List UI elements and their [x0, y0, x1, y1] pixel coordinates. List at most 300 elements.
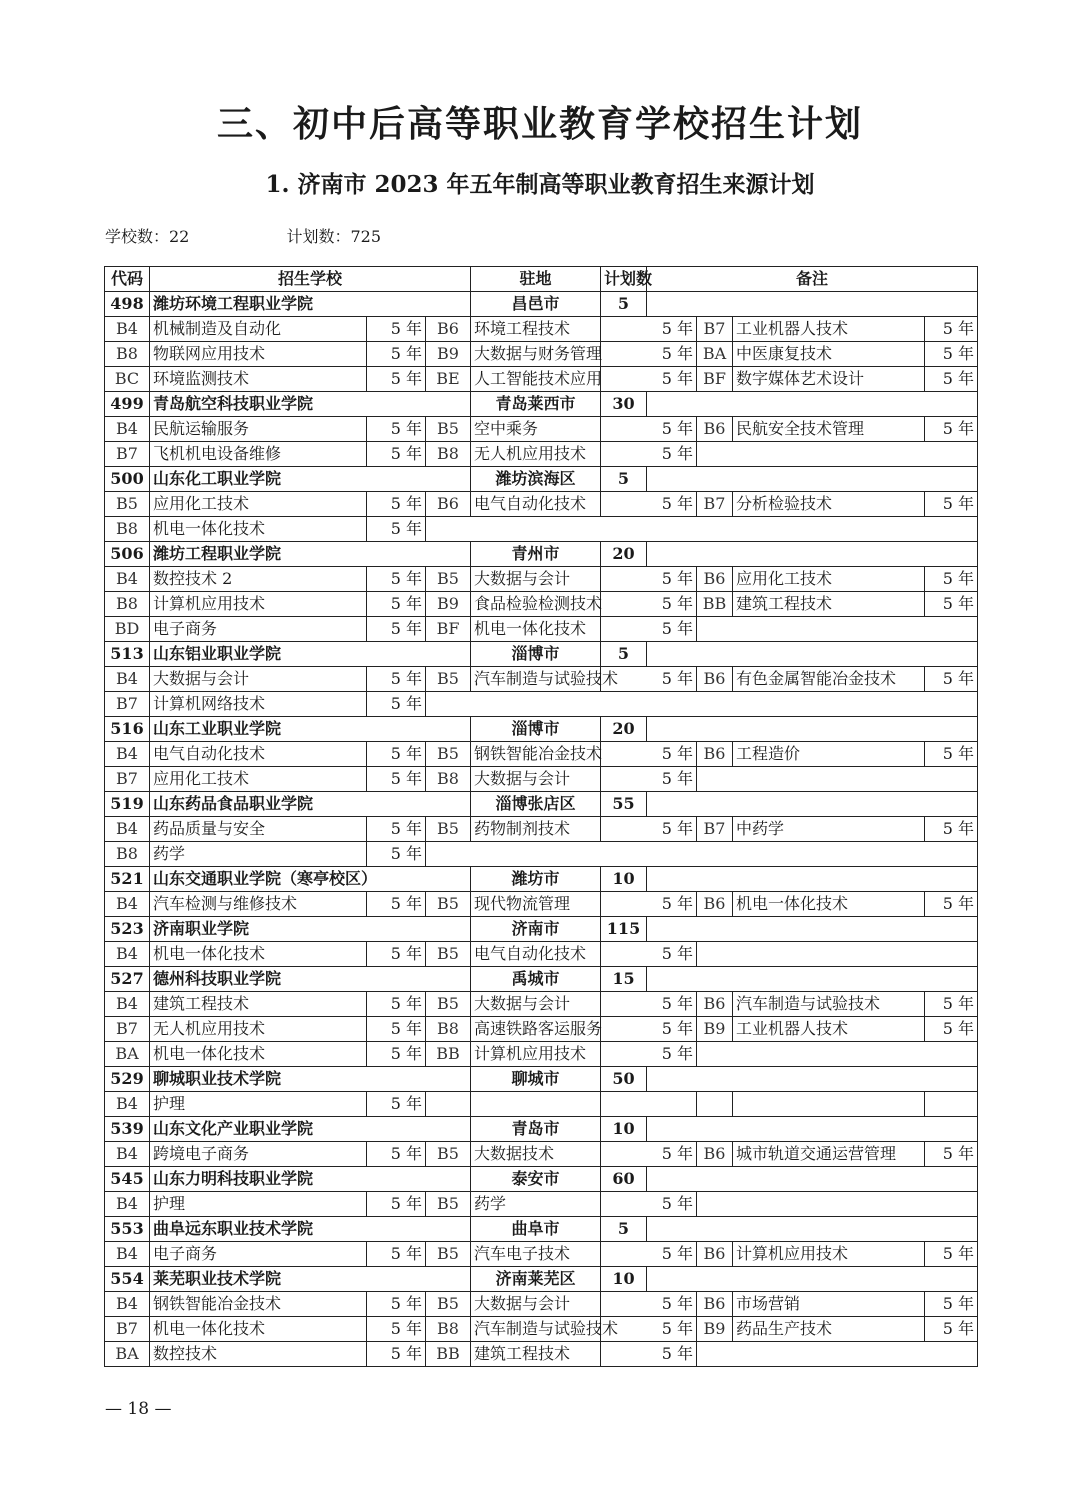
school-name: 曲阜远东职业技术学院: [150, 1217, 471, 1242]
school-count: 学校数：22: [105, 227, 190, 246]
major-name: 城市轨道交通运营管理: [733, 1142, 925, 1167]
major-name: 药学: [150, 842, 367, 867]
major-duration: 5 年: [601, 417, 697, 442]
school-row: [105, 392, 978, 417]
major-name: 机电一体化技术: [150, 942, 367, 967]
empty-cell: [426, 692, 978, 717]
major-code: B8: [426, 1017, 471, 1042]
major-code: B5: [426, 417, 471, 442]
major-row: [105, 567, 978, 592]
major-duration: 5 年: [925, 567, 978, 592]
major-code: B4: [105, 992, 150, 1017]
major-duration: 5 年: [601, 317, 697, 342]
school-notes: [647, 1167, 978, 1192]
major-row: [105, 492, 978, 517]
major-duration: 5 年: [601, 1042, 697, 1067]
major-duration: 5 年: [367, 817, 426, 842]
school-location: 青岛市: [471, 1117, 601, 1142]
major-code: B6: [697, 892, 733, 917]
major-name: 环境监测技术: [150, 367, 367, 392]
major-row: [105, 442, 978, 467]
school-code: 529: [105, 1067, 150, 1092]
school-notes: [647, 392, 978, 417]
major-name: 电气自动化技术: [150, 742, 367, 767]
major-row: [105, 992, 978, 1017]
major-name: 建筑工程技术: [471, 1342, 601, 1367]
major-duration: 5 年: [367, 692, 426, 717]
page-title: 三、初中后高等职业教育学校招生计划: [216, 103, 863, 145]
major-duration: 5 年: [367, 342, 426, 367]
major-row: [105, 592, 978, 617]
school-name: 德州科技职业学院: [150, 967, 471, 992]
school-code: 523: [105, 917, 150, 942]
major-duration: 5 年: [601, 742, 697, 767]
major-duration: 5 年: [925, 1017, 978, 1042]
major-duration: 5 年: [925, 342, 978, 367]
major-code: B6: [697, 1242, 733, 1267]
major-code: B6: [697, 567, 733, 592]
major-code: BC: [105, 367, 150, 392]
major-duration: 5 年: [925, 817, 978, 842]
major-code: B8: [105, 842, 150, 867]
major-code: B7: [105, 442, 150, 467]
major-name: 电气自动化技术: [471, 492, 601, 517]
major-name: 机电一体化技术: [150, 1317, 367, 1342]
page-number: — 18 —: [105, 1399, 172, 1419]
major-duration: 5 年: [601, 342, 697, 367]
major-duration: 5 年: [601, 817, 697, 842]
major-duration: 5 年: [925, 1317, 978, 1342]
major-duration: 5 年: [925, 742, 978, 767]
school-name: 青岛航空科技职业学院: [150, 392, 471, 417]
header-location: 驻地: [471, 267, 601, 292]
major-code: B8: [426, 442, 471, 467]
school-row: [105, 917, 978, 942]
major-duration: 5 年: [601, 1242, 697, 1267]
major-name: 护理: [150, 1092, 367, 1117]
enrollment-table: [104, 266, 978, 1367]
major-name: 环境工程技术: [471, 317, 601, 342]
school-name: 山东铝业职业学院: [150, 642, 471, 667]
school-row: [105, 467, 978, 492]
major-duration: 5 年: [601, 592, 697, 617]
school-location: 淄博市: [471, 642, 601, 667]
major-duration: 5 年: [367, 1042, 426, 1067]
major-duration: 5 年: [367, 942, 426, 967]
school-location: 曲阜市: [471, 1217, 601, 1242]
major-row: [105, 1142, 978, 1167]
major-name: 应用化工技术: [733, 567, 925, 592]
empty-cell: [697, 1192, 978, 1217]
table-header: [105, 267, 978, 292]
major-name: 汽车制造与试验技术: [471, 667, 601, 692]
major-name: 建筑工程技术: [150, 992, 367, 1017]
major-row: [105, 1042, 978, 1067]
school-plan: 5: [601, 642, 647, 667]
major-code: B6: [697, 1142, 733, 1167]
major-name: [733, 1092, 925, 1117]
major-code: B6: [426, 317, 471, 342]
major-code: B5: [426, 567, 471, 592]
school-location: 淄博市: [471, 717, 601, 742]
school-row: [105, 967, 978, 992]
major-name: 空中乘务: [471, 417, 601, 442]
major-name: 电气自动化技术: [471, 942, 601, 967]
school-notes: [647, 642, 978, 667]
major-row: [105, 517, 978, 542]
major-name: 大数据与财务管理: [471, 342, 601, 367]
major-duration: 5 年: [367, 842, 426, 867]
major-row: [105, 1342, 978, 1367]
empty-cell: [697, 1042, 978, 1067]
school-code: 499: [105, 392, 150, 417]
major-name: 汽车制造与试验技术: [733, 992, 925, 1017]
major-name: 飞机机电设备维修: [150, 442, 367, 467]
major-duration: 5 年: [925, 1292, 978, 1317]
school-location: 青岛莱西市: [471, 392, 601, 417]
major-name: 计算机应用技术: [733, 1242, 925, 1267]
major-name: 电子商务: [150, 1242, 367, 1267]
plan-count: 计划数：725: [286, 227, 382, 246]
school-name: 山东工业职业学院: [150, 717, 471, 742]
major-code: B6: [697, 1292, 733, 1317]
major-duration: 5 年: [925, 367, 978, 392]
major-duration: 5 年: [925, 892, 978, 917]
major-row: [105, 692, 978, 717]
major-code: B5: [426, 817, 471, 842]
school-row: [105, 792, 978, 817]
major-code: B9: [697, 1017, 733, 1042]
school-plan: 5: [601, 1217, 647, 1242]
major-duration: 5 年: [601, 942, 697, 967]
major-name: 物联网应用技术: [150, 342, 367, 367]
major-code: B5: [426, 1242, 471, 1267]
major-row: [105, 617, 978, 642]
major-code: B4: [105, 1092, 150, 1117]
school-code: 521: [105, 867, 150, 892]
major-duration: 5 年: [367, 517, 426, 542]
school-plan: 20: [601, 717, 647, 742]
major-duration: 5 年: [601, 617, 697, 642]
school-plan: 10: [601, 1267, 647, 1292]
major-row: [105, 417, 978, 442]
school-location: 潍坊滨海区: [471, 467, 601, 492]
major-code: BF: [426, 617, 471, 642]
school-code: 519: [105, 792, 150, 817]
school-notes: [647, 467, 978, 492]
major-code: B7: [105, 1317, 150, 1342]
school-location: 禹城市: [471, 967, 601, 992]
major-row: [105, 317, 978, 342]
major-code: B8: [105, 342, 150, 367]
major-name: 汽车制造与试验技术: [471, 1317, 601, 1342]
school-name: 济南职业学院: [150, 917, 471, 942]
major-code: B4: [105, 667, 150, 692]
school-code: 516: [105, 717, 150, 742]
major-row: [105, 342, 978, 367]
major-code: B7: [697, 317, 733, 342]
major-name: 应用化工技术: [150, 767, 367, 792]
major-name: 机械制造及自动化: [150, 317, 367, 342]
school-code: 553: [105, 1217, 150, 1242]
major-duration: [925, 1092, 978, 1117]
major-row: [105, 842, 978, 867]
school-notes: [647, 1067, 978, 1092]
major-code: B5: [426, 942, 471, 967]
major-duration: 5 年: [367, 417, 426, 442]
school-location: 青州市: [471, 542, 601, 567]
major-name: 汽车电子技术: [471, 1242, 601, 1267]
major-duration: 5 年: [367, 1192, 426, 1217]
major-code: B7: [697, 817, 733, 842]
major-name: 工业机器人技术: [733, 317, 925, 342]
major-row: [105, 892, 978, 917]
major-name: 电子商务: [150, 617, 367, 642]
major-name: 现代物流管理: [471, 892, 601, 917]
major-row: [105, 742, 978, 767]
major-name: 数控技术 2: [150, 567, 367, 592]
major-name: 民航运输服务: [150, 417, 367, 442]
major-code: B8: [105, 517, 150, 542]
school-name: 莱芜职业技术学院: [150, 1267, 471, 1292]
major-name: 工业机器人技术: [733, 1017, 925, 1042]
school-name: 聊城职业技术学院: [150, 1067, 471, 1092]
school-plan: 5: [601, 467, 647, 492]
major-row: [105, 1292, 978, 1317]
major-code: [426, 1092, 471, 1117]
school-plan: 10: [601, 867, 647, 892]
major-duration: 5 年: [367, 767, 426, 792]
major-duration: 5 年: [367, 1142, 426, 1167]
major-duration: 5 年: [601, 992, 697, 1017]
major-code: B4: [105, 742, 150, 767]
major-name: 大数据与会计: [471, 767, 601, 792]
major-name: [471, 1092, 601, 1117]
major-name: 大数据技术: [471, 1142, 601, 1167]
major-duration: 5 年: [601, 492, 697, 517]
major-name: 人工智能技术应用: [471, 367, 601, 392]
major-duration: 5 年: [601, 367, 697, 392]
major-name: 汽车检测与维修技术: [150, 892, 367, 917]
major-name: 钢铁智能冶金技术: [150, 1292, 367, 1317]
major-duration: 5 年: [367, 892, 426, 917]
major-code: B9: [426, 342, 471, 367]
major-duration: 5 年: [367, 1317, 426, 1342]
major-duration: 5 年: [601, 667, 697, 692]
empty-cell: [697, 442, 978, 467]
major-duration: 5 年: [367, 742, 426, 767]
major-duration: 5 年: [367, 367, 426, 392]
major-duration: 5 年: [601, 892, 697, 917]
major-duration: 5 年: [601, 1292, 697, 1317]
major-row: [105, 767, 978, 792]
major-duration: 5 年: [367, 617, 426, 642]
major-row: [105, 1317, 978, 1342]
major-duration: 5 年: [925, 417, 978, 442]
major-duration: 5 年: [367, 667, 426, 692]
major-name: 跨境电子商务: [150, 1142, 367, 1167]
major-name: 计算机应用技术: [471, 1042, 601, 1067]
major-code: B5: [426, 992, 471, 1017]
major-code: [697, 1092, 733, 1117]
school-plan: 5: [601, 292, 647, 317]
major-duration: 5 年: [367, 567, 426, 592]
major-code: B9: [426, 592, 471, 617]
school-name: 山东文化产业职业学院: [150, 1117, 471, 1142]
major-duration: 5 年: [601, 1192, 697, 1217]
school-row: [105, 1117, 978, 1142]
major-name: 钢铁智能冶金技术: [471, 742, 601, 767]
major-duration: 5 年: [367, 992, 426, 1017]
major-code: BF: [697, 367, 733, 392]
major-row: [105, 1017, 978, 1042]
school-code: 506: [105, 542, 150, 567]
major-name: 护理: [150, 1192, 367, 1217]
header-notes: 备注: [647, 267, 978, 292]
major-duration: 5 年: [601, 1342, 697, 1367]
major-duration: 5 年: [367, 1017, 426, 1042]
school-name: 山东力明科技职业学院: [150, 1167, 471, 1192]
school-code: 527: [105, 967, 150, 992]
major-duration: 5 年: [925, 1142, 978, 1167]
major-duration: 5 年: [601, 567, 697, 592]
school-row: [105, 1267, 978, 1292]
school-row: [105, 542, 978, 567]
school-name: 山东药品食品职业学院: [150, 792, 471, 817]
school-location: 济南市: [471, 917, 601, 942]
school-notes: [647, 292, 978, 317]
empty-cell: [697, 942, 978, 967]
major-duration: 5 年: [925, 317, 978, 342]
major-duration: 5 年: [925, 592, 978, 617]
major-name: 有色金属智能冶金技术: [733, 667, 925, 692]
empty-cell: [697, 767, 978, 792]
major-name: 大数据与会计: [471, 1292, 601, 1317]
major-code: BB: [426, 1042, 471, 1067]
major-row: [105, 942, 978, 967]
major-name: 无人机应用技术: [150, 1017, 367, 1042]
school-notes: [647, 867, 978, 892]
school-name: 山东交通职业学院（寒亭校区）: [150, 867, 471, 892]
major-code: B4: [105, 1192, 150, 1217]
major-name: 分析检验技术: [733, 492, 925, 517]
stats-line: [105, 224, 381, 247]
school-notes: [647, 917, 978, 942]
major-name: 数控技术: [150, 1342, 367, 1367]
major-code: B7: [105, 767, 150, 792]
major-duration: 5 年: [925, 1242, 978, 1267]
school-code: 554: [105, 1267, 150, 1292]
major-name: 工程造价: [733, 742, 925, 767]
school-row: [105, 867, 978, 892]
major-name: 大数据与会计: [471, 992, 601, 1017]
major-code: B4: [105, 1242, 150, 1267]
major-duration: 5 年: [601, 767, 697, 792]
major-code: B7: [105, 692, 150, 717]
school-notes: [647, 967, 978, 992]
school-code: 539: [105, 1117, 150, 1142]
major-row: [105, 1192, 978, 1217]
major-name: 药物制剂技术: [471, 817, 601, 842]
major-duration: 5 年: [367, 492, 426, 517]
major-code: B5: [426, 667, 471, 692]
major-duration: 5 年: [367, 1292, 426, 1317]
major-code: B6: [697, 742, 733, 767]
major-name: 大数据与会计: [150, 667, 367, 692]
major-duration: 5 年: [601, 1142, 697, 1167]
school-location: 淄博张店区: [471, 792, 601, 817]
school-row: [105, 1167, 978, 1192]
major-duration: 5 年: [601, 442, 697, 467]
major-duration: 5 年: [367, 1242, 426, 1267]
school-notes: [647, 1217, 978, 1242]
school-row: [105, 717, 978, 742]
major-code: BA: [697, 342, 733, 367]
school-location: 聊城市: [471, 1067, 601, 1092]
major-code: BB: [426, 1342, 471, 1367]
major-duration: 5 年: [367, 1342, 426, 1367]
school-notes: [647, 792, 978, 817]
major-name: 机电一体化技术: [150, 1042, 367, 1067]
major-row: [105, 1242, 978, 1267]
school-notes: [647, 1117, 978, 1142]
major-duration: 5 年: [367, 317, 426, 342]
major-code: B6: [697, 667, 733, 692]
major-code: BE: [426, 367, 471, 392]
major-code: BB: [697, 592, 733, 617]
empty-cell: [697, 617, 978, 642]
major-name: 计算机网络技术: [150, 692, 367, 717]
school-name: 山东化工职业学院: [150, 467, 471, 492]
school-plan: 60: [601, 1167, 647, 1192]
major-code: B5: [426, 742, 471, 767]
major-code: BD: [105, 617, 150, 642]
major-name: 机电一体化技术: [150, 517, 367, 542]
header-code: 代码: [105, 267, 150, 292]
major-code: B8: [105, 592, 150, 617]
school-plan: 115: [601, 917, 647, 942]
major-duration: [601, 1092, 697, 1117]
major-code: B9: [697, 1317, 733, 1342]
major-code: B8: [426, 767, 471, 792]
major-duration: 5 年: [367, 442, 426, 467]
school-row: [105, 1067, 978, 1092]
major-row: [105, 667, 978, 692]
major-duration: 5 年: [925, 667, 978, 692]
major-code: BA: [105, 1042, 150, 1067]
school-plan: 15: [601, 967, 647, 992]
school-code: 500: [105, 467, 150, 492]
school-code: 545: [105, 1167, 150, 1192]
major-code: B6: [697, 417, 733, 442]
major-name: 机电一体化技术: [471, 617, 601, 642]
major-row: [105, 817, 978, 842]
school-plan: 50: [601, 1067, 647, 1092]
major-name: 药学: [471, 1192, 601, 1217]
school-location: 泰安市: [471, 1167, 601, 1192]
major-code: B7: [105, 1017, 150, 1042]
major-name: 中药学: [733, 817, 925, 842]
major-code: B4: [105, 817, 150, 842]
major-duration: 5 年: [367, 592, 426, 617]
major-name: 大数据与会计: [471, 567, 601, 592]
header-school: 招生学校: [150, 267, 471, 292]
major-name: 高速铁路客运服务: [471, 1017, 601, 1042]
school-notes: [647, 1267, 978, 1292]
major-code: B8: [426, 1317, 471, 1342]
major-code: B7: [697, 492, 733, 517]
major-duration: 5 年: [601, 1017, 697, 1042]
